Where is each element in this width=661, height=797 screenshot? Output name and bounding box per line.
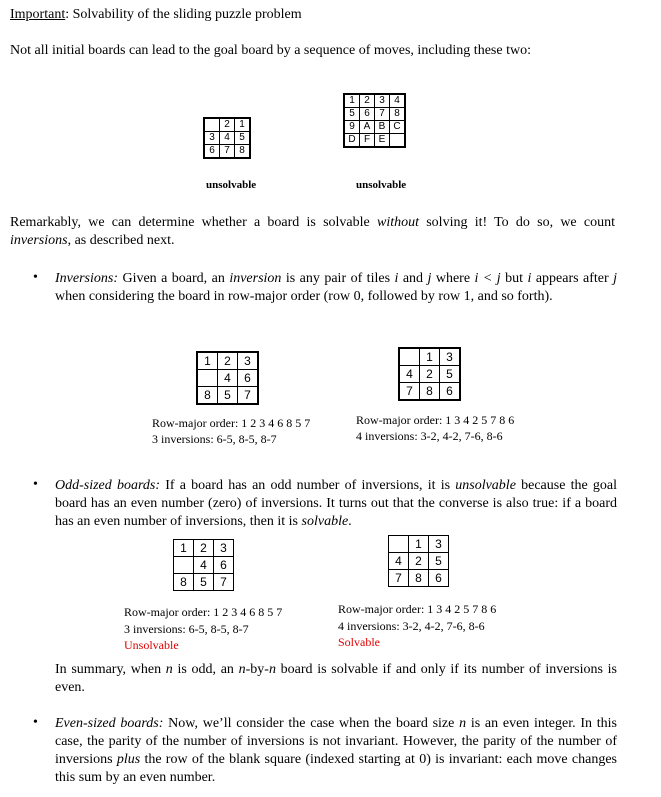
tile: 1	[197, 352, 218, 370]
caption-unsolvable-3x3: unsolvable	[206, 179, 257, 191]
tile: B	[375, 121, 390, 134]
tile: 2	[360, 94, 375, 108]
board-row	[399, 383, 460, 401]
tile: 4	[220, 132, 235, 145]
tile: 1	[174, 540, 194, 557]
odd-caption-right-inversions: 4 inversions: 3-2, 4-2, 7-6, 8-6	[338, 619, 485, 633]
board-row	[197, 352, 258, 370]
board-row	[344, 108, 405, 121]
summary-paragraph: In summary, when n is odd, an n-by-n board is solvable if and only if its number of inversions is even.	[55, 662, 617, 695]
tile: 3	[214, 540, 234, 557]
tile: 5	[344, 108, 360, 121]
tile: 3	[375, 94, 390, 108]
tile: 1	[235, 118, 251, 132]
odd-board-left	[173, 539, 234, 591]
tile: 5	[194, 574, 214, 591]
tile: C	[390, 121, 406, 134]
unsolvable-board-3x3	[203, 117, 251, 159]
tile: D	[344, 134, 360, 148]
tile: 2	[194, 540, 214, 557]
blank-tile	[204, 118, 220, 132]
board-row	[197, 387, 258, 405]
board-row	[174, 574, 234, 591]
tile: 8	[409, 570, 429, 587]
bullet-icon: •	[33, 715, 38, 730]
board-row	[204, 118, 250, 132]
intro-paragraph: Not all initial boards can lead to the goal board by a sequence of moves, including these two:	[10, 43, 531, 58]
blank-tile	[174, 557, 194, 574]
tile: 2	[420, 366, 440, 383]
tile: 4	[399, 366, 420, 383]
tile: 6	[360, 108, 375, 121]
board-row	[389, 570, 449, 587]
board-row	[174, 540, 234, 557]
tile: 6	[214, 557, 234, 574]
example-board-left	[196, 351, 259, 405]
board-row	[204, 132, 250, 145]
tile: 3	[429, 536, 449, 553]
odd-caption-left-inversions: 3 inversions: 6-5, 8-5, 8-7	[124, 622, 249, 636]
tile: 8	[174, 574, 194, 591]
tile: 8	[235, 145, 251, 159]
caption-right-order: Row-major order: 1 3 4 2 5 7 8 6	[356, 413, 515, 427]
tile: F	[360, 134, 375, 148]
caption-left-inversions: 3 inversions: 6-5, 8-5, 8-7	[152, 432, 277, 446]
blank-tile	[197, 370, 218, 387]
tile: 8	[197, 387, 218, 405]
tile: 5	[429, 553, 449, 570]
blank-tile	[390, 134, 406, 148]
tile: 1	[409, 536, 429, 553]
tile: 7	[220, 145, 235, 159]
even-boards-paragraph: Even-sized boards: Now, we’ll consider the case when the board size n is an even integer. In this case, the parity of the number of inversions is not invariant. However, the parity of the number of inversions plus the row of the blank square (indexed starting at 0) is invariant: each move changes this sum by an even number.	[55, 716, 617, 785]
tile: 6	[429, 570, 449, 587]
tile: 2	[409, 553, 429, 570]
tile: 3	[238, 352, 259, 370]
tile: 5	[440, 366, 461, 383]
board-row	[399, 348, 460, 366]
tile: 3	[440, 348, 461, 366]
tile: 7	[214, 574, 234, 591]
bullet-icon: •	[33, 270, 38, 285]
unsolvable-label: Unsolvable	[124, 638, 179, 652]
remark-paragraph: Remarkably, we can determine whether a board is solvable without solving it! To do so, we count inversions, as described next.	[10, 215, 615, 248]
board-row	[389, 553, 449, 570]
caption-unsolvable-4x4: unsolvable	[356, 179, 407, 191]
tile: 3	[204, 132, 220, 145]
blank-tile	[399, 348, 420, 366]
bullet-icon: •	[33, 477, 38, 492]
odd-boards-paragraph: Odd-sized boards: If a board has an odd number of inversions, it is unsolvable because the goal board has an even number (zero) of inversions. It turns out that the converse is also true: if a board has an even number of inversions, then it is solvable.	[55, 478, 618, 529]
board-row	[204, 145, 250, 159]
important-label: Important	[10, 7, 66, 22]
caption-right-inversions: 4 inversions: 3-2, 4-2, 7-6, 8-6	[356, 429, 503, 443]
odd-caption-left-order: Row-major order: 1 2 3 4 6 8 5 7	[124, 605, 283, 619]
tile: 1	[420, 348, 440, 366]
tile: 4	[389, 553, 409, 570]
board-row	[344, 134, 405, 148]
tile: 7	[238, 387, 259, 405]
tile: 7	[375, 108, 390, 121]
page-title: Important: Solvability of the sliding puzzle problem	[10, 7, 302, 22]
board-row	[344, 94, 405, 108]
tile: 1	[344, 94, 360, 108]
example-board-right	[398, 347, 461, 401]
unsolvable-board-4x4	[343, 93, 406, 148]
board-row	[174, 557, 234, 574]
tile: 2	[218, 352, 238, 370]
tile: 7	[399, 383, 420, 401]
tile: 6	[238, 370, 259, 387]
board-row	[344, 121, 405, 134]
solvable-label: Solvable	[338, 635, 380, 649]
tile: A	[360, 121, 375, 134]
blank-tile	[389, 536, 409, 553]
tile: 7	[389, 570, 409, 587]
inversions-paragraph: Inversions: Given a board, an inversion is any pair of tiles i and j where i < j but i appears after j when considering the board in row-major order (row 0, followed by row 1, and so forth).	[55, 271, 618, 304]
tile: E	[375, 134, 390, 148]
tile: 9	[344, 121, 360, 134]
tile: 8	[420, 383, 440, 401]
tile: 8	[390, 108, 406, 121]
tile: 4	[194, 557, 214, 574]
tile: 5	[235, 132, 251, 145]
board-row	[197, 370, 258, 387]
tile: 5	[218, 387, 238, 405]
odd-caption-right-order: Row-major order: 1 3 4 2 5 7 8 6	[338, 602, 497, 616]
tile: 2	[220, 118, 235, 132]
board-row	[389, 536, 449, 553]
board-row	[399, 366, 460, 383]
odd-board-right	[388, 535, 449, 587]
tile: 4	[390, 94, 406, 108]
caption-left-order: Row-major order: 1 2 3 4 6 8 5 7	[152, 416, 311, 430]
tile: 6	[440, 383, 461, 401]
tile: 4	[218, 370, 238, 387]
tile: 6	[204, 145, 220, 159]
